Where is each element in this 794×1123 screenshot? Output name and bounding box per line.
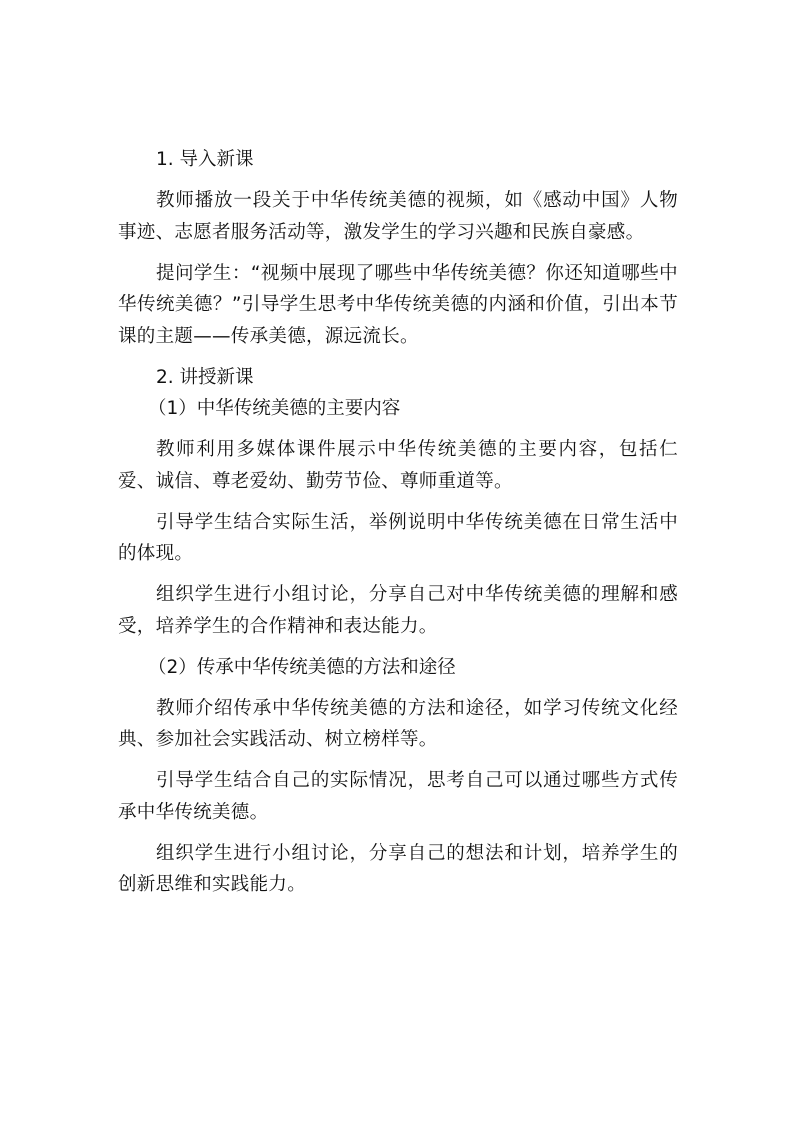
paragraph-examples: 引导学生结合实际生活，举例说明中华传统美德在日常生活中的体现。 xyxy=(118,511,678,564)
paragraph-share-plans: 组织学生进行小组讨论，分享自己的想法和计划，培养学生的创新思维和实践能力。 xyxy=(118,842,678,895)
subsection-heading-methods: （2）传承中华传统美德的方法和途径 xyxy=(148,656,456,678)
subsection-heading-main-content: （1）中华传统美德的主要内容 xyxy=(148,398,401,419)
document-page xyxy=(118,144,678,901)
paragraph-multimedia: 教师利用多媒体课件展示中华传统美德的主要内容，包括仁爱、诚信、尊老爱幼、勤劳节俭、尊师重道等。 xyxy=(118,439,678,492)
paragraph-video-intro: 教师播放一段关于中华传统美德的视频，如《感动中国》人物事迹、志愿者服务活动等，激发学生的学习兴趣和民族自豪感。 xyxy=(118,190,678,243)
paragraph-self-reflection: 引导学生结合自己的实际情况，思考自己可以通过哪些方式传承中华传统美德。 xyxy=(118,770,678,823)
paragraph-group-discussion: 组织学生进行小组讨论，分享自己对中华传统美德的理解和感受，培养学生的合作精神和表达能力。 xyxy=(118,584,678,637)
section-heading-intro: 1. 导入新课 xyxy=(156,149,254,170)
paragraph-question: 提问学生：“视频中展现了哪些中华传统美德？你还知道哪些中华传统美德？”引导学生思考中华传统美德的内涵和价值，引出本节课的主题——传承美德，源远流长。 xyxy=(118,262,678,347)
paragraph-methods-intro: 教师介绍传承中华传统美德的方法和途径，如学习传统文化经典、参加社会实践活动、树立榜样等。 xyxy=(118,697,678,750)
section-heading-new-lesson: 2. 讲授新课 xyxy=(156,366,254,388)
